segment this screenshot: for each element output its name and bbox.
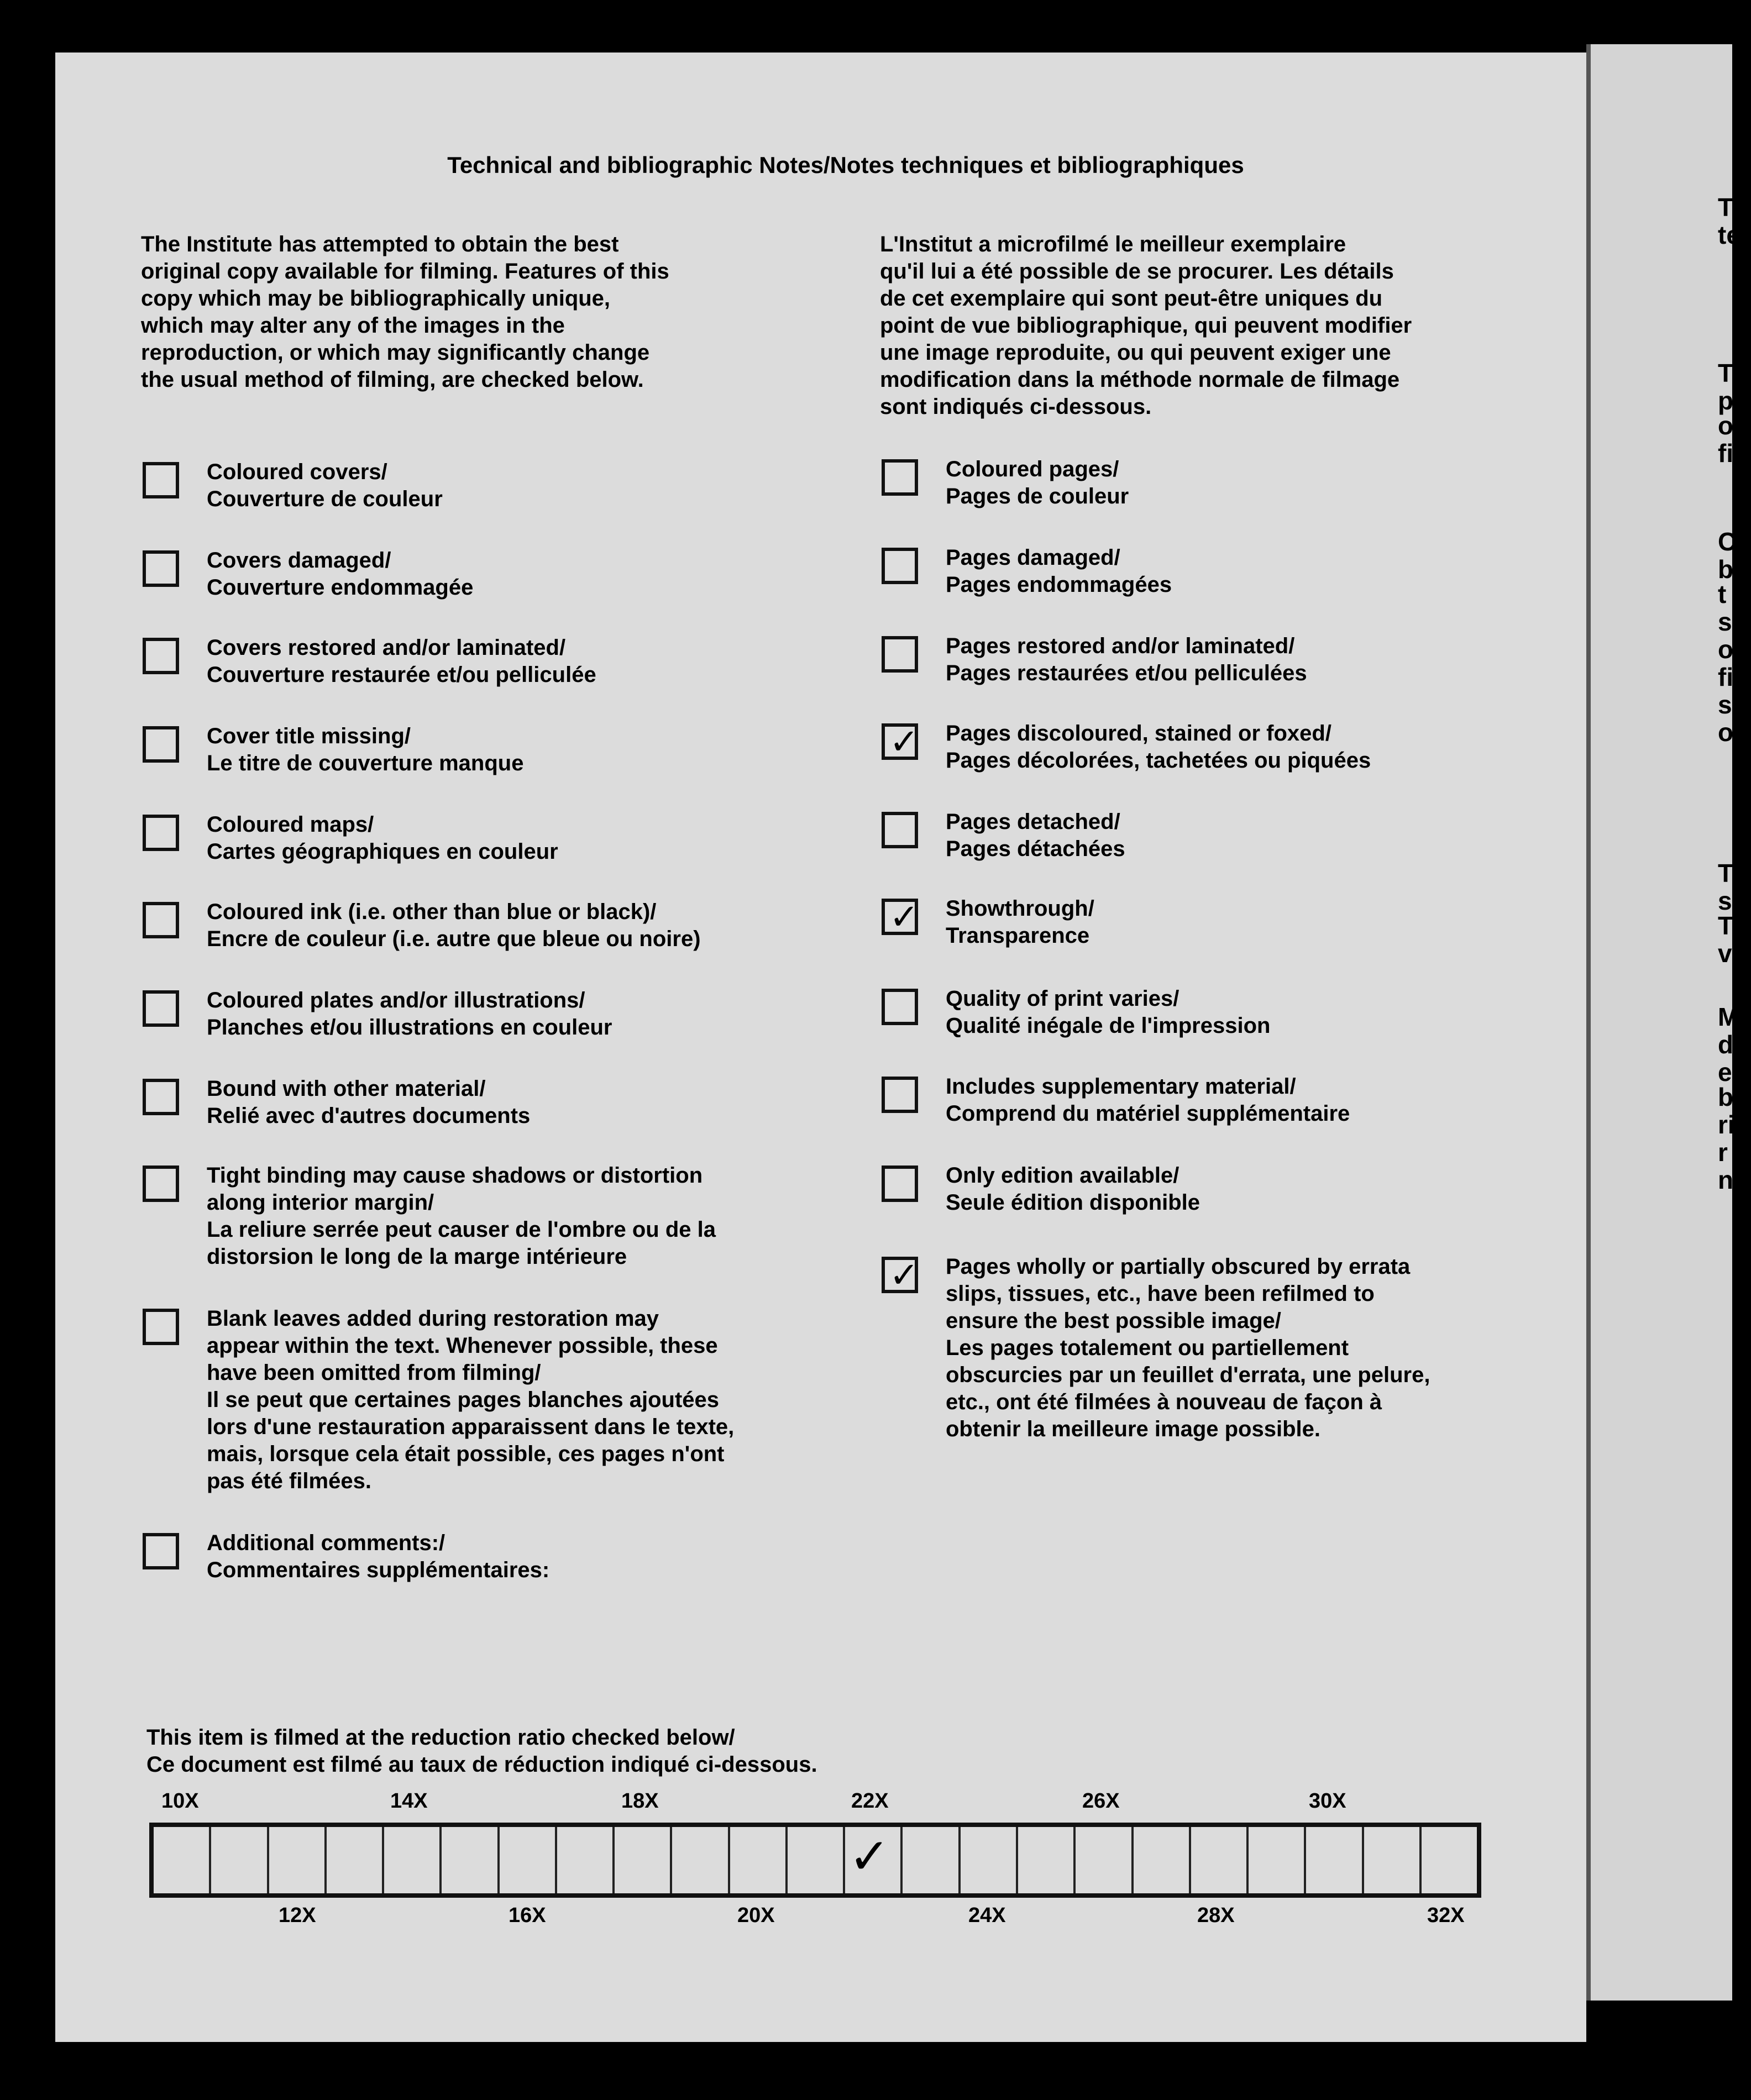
option-label-line: Relié avec d'autres documents <box>207 1104 531 1128</box>
option-label-line: Couverture restaurée et/ou pelliculée <box>207 663 596 687</box>
ratio_label-line: Ce document est filmé au taux de réduction indiqué ci-dessous. <box>146 1752 817 1777</box>
ratio-cell[interactable] <box>442 1827 499 1893</box>
intro_fr-line: modification dans la méthode normale de filmage <box>880 368 1400 392</box>
reduction-ratio-label <box>146 1724 817 1778</box>
option-label-line: Pages décolorées, tachetées ou piquées <box>946 748 1371 773</box>
option-label-line: Blank leaves added during restoration may <box>207 1306 659 1331</box>
option-label-line: Comprend du matériel supplémentaire <box>946 1101 1350 1126</box>
ratio-cell[interactable] <box>845 1827 903 1893</box>
option-checkbox[interactable] <box>143 1166 179 1202</box>
option-label-line: pas été filmées. <box>207 1469 371 1493</box>
check-mark-icon: ✓ <box>848 1829 890 1884</box>
option-label-line: distorsion le long de la marge intérieure <box>207 1245 627 1269</box>
ratio-cell[interactable] <box>500 1827 557 1893</box>
adjacent-page-fragment: n <box>1718 1166 1734 1194</box>
option-checkbox[interactable] <box>143 1533 179 1569</box>
option-checkbox[interactable] <box>143 990 179 1027</box>
option-label-line: Commentaires supplémentaires: <box>207 1558 550 1582</box>
option-checkbox[interactable] <box>882 548 918 584</box>
page-heading: Technical and bibliographic Notes/Notes techniques et bibliographiques <box>447 152 1244 178</box>
option-label-line: Tight binding may cause shadows or distortion <box>207 1163 703 1188</box>
option-label-line: Couverture de couleur <box>207 487 443 511</box>
adjacent-page-fragment: o <box>1718 411 1734 440</box>
intro_en-line: the usual method of filming, are checked below. <box>141 368 644 392</box>
reduction-ratio-grid <box>149 1823 1481 1898</box>
option-label <box>207 899 804 953</box>
option-label-line: Encre de couleur (i.e. autre que bleue ou noire) <box>207 927 701 951</box>
option-checkbox[interactable] <box>882 1077 918 1113</box>
option-label-line: ensure the best possible image/ <box>946 1309 1281 1333</box>
adjacent-page-fragment: b <box>1718 1083 1734 1111</box>
adjacent-page-edge <box>1586 44 1732 2001</box>
option-label-line: Pages restaurées et/ou pelliculées <box>946 661 1307 685</box>
intro_en-line: which may alter any of the images in the <box>141 313 565 338</box>
adjacent-page-fragment: te <box>1718 221 1740 249</box>
option-label-line: Le titre de couverture manque <box>207 751 524 775</box>
option-label-line: Coloured ink (i.e. other than blue or black)/ <box>207 900 657 924</box>
option-label-line: Coloured covers/ <box>207 460 387 484</box>
intro_fr-line: point de vue bibliographique, qui peuvent modifier <box>880 313 1412 338</box>
option-checkbox[interactable] <box>143 815 179 851</box>
check-mark-icon: ✓ <box>889 722 919 762</box>
option-label-line: Cartes géographiques en couleur <box>207 839 558 864</box>
ratio-cell[interactable] <box>327 1827 384 1893</box>
ratio-cell[interactable] <box>1018 1827 1076 1893</box>
ratio-cell[interactable] <box>557 1827 615 1893</box>
option-label-line: Showthrough/ <box>946 896 1094 921</box>
option-label <box>946 1073 1543 1127</box>
intro_en-line: The Institute has attempted to obtain the best <box>141 232 619 256</box>
intro-french <box>880 231 1412 421</box>
intro_fr-line: qu'il lui a été possible de se procurer. Les détails <box>880 259 1394 284</box>
option-checkbox[interactable] <box>882 636 918 673</box>
option-label-line: Additional comments:/ <box>207 1531 445 1555</box>
intro_fr-line: une image reproduite, ou qui peuvent exiger une <box>880 340 1391 365</box>
option-label-line: Bound with other material/ <box>207 1077 486 1101</box>
intro_en-line: copy which may be bibliographically unique, <box>141 286 611 311</box>
option-label <box>207 723 804 777</box>
option-label-line: Only edition available/ <box>946 1163 1179 1188</box>
option-label-line: Coloured maps/ <box>207 812 374 837</box>
option-label <box>946 985 1543 1040</box>
intro_fr-line: de cet exemplaire qui sont peut-être uniques du <box>880 286 1383 311</box>
option-label <box>946 895 1543 949</box>
option-label-line: lors d'une restauration apparaissent dans le texte, <box>207 1415 735 1439</box>
adjacent-page-fragment: d <box>1718 1030 1734 1059</box>
ratio-tick-label: 12X <box>279 1904 316 1927</box>
option-label-line: mais, lorsque cela était possible, ces pages n'ont <box>207 1442 725 1466</box>
option-label <box>207 1162 804 1271</box>
option-label-line: Includes supplementary material/ <box>946 1074 1296 1099</box>
option-checkbox[interactable] <box>882 1257 918 1293</box>
option-label <box>207 1305 804 1495</box>
option-label-line: La reliure serrée peut causer de l'ombre ou de la <box>207 1217 716 1242</box>
option-label-line: obtenir la meilleure image possible. <box>946 1417 1320 1441</box>
option-label <box>207 1075 804 1130</box>
option-label-line: Transparence <box>946 923 1090 948</box>
intro_fr-line: sont indiqués ci-dessous. <box>880 395 1152 419</box>
adjacent-page-fragment: C <box>1718 527 1737 556</box>
adjacent-page-fragment: fi <box>1718 663 1734 691</box>
option-label <box>207 459 804 513</box>
ratio-tick-label: 24X <box>968 1904 1006 1927</box>
ratio-tick-label: 20X <box>737 1904 775 1927</box>
option-label-line: Pages endommagées <box>946 573 1172 597</box>
ratio-cell[interactable] <box>730 1827 788 1893</box>
option-label <box>207 987 804 1041</box>
option-label-line: Les pages totalement ou partiellement <box>946 1336 1349 1360</box>
option-checkbox[interactable] <box>143 638 179 674</box>
ratio-tick-label: 18X <box>621 1789 659 1813</box>
ratio-cell[interactable] <box>1249 1827 1306 1893</box>
adjacent-page-fragment: e <box>1718 1058 1732 1086</box>
option-checkbox[interactable] <box>143 550 179 587</box>
option-label <box>207 811 804 865</box>
option-checkbox[interactable] <box>882 1166 918 1202</box>
option-label <box>946 456 1543 510</box>
option-label <box>946 544 1543 599</box>
ratio-tick-label: 32X <box>1427 1904 1465 1927</box>
ratio-tick-label: 16X <box>508 1904 546 1927</box>
adjacent-page-fragment: T <box>1718 193 1734 222</box>
ratio-cell[interactable] <box>672 1827 730 1893</box>
option-label-line: Coloured pages/ <box>946 457 1119 481</box>
adjacent-page-fragment: T <box>1718 359 1734 387</box>
ratio-cell[interactable] <box>961 1827 1018 1893</box>
adjacent-page-fragment: t <box>1718 580 1727 608</box>
adjacent-page-fragment: b <box>1718 555 1734 584</box>
ratio-cell[interactable] <box>1191 1827 1249 1893</box>
option-label <box>207 634 804 689</box>
ratio-tick-label: 30X <box>1309 1789 1346 1813</box>
option-label <box>946 1162 1543 1216</box>
ratio-cell[interactable] <box>788 1827 845 1893</box>
ratio-cell[interactable] <box>1364 1827 1422 1893</box>
option-label-line: Coloured plates and/or illustrations/ <box>207 988 585 1012</box>
option-checkbox[interactable] <box>143 462 179 498</box>
adjacent-page-fragment: v <box>1718 939 1732 968</box>
adjacent-page-fragment: r <box>1718 1138 1728 1167</box>
option-label-line: appear within the text. Whenever possible, these <box>207 1334 718 1358</box>
option-label-line: Seule édition disponible <box>946 1190 1200 1215</box>
adjacent-page-fragment: s <box>1718 690 1732 719</box>
option-label-line: Qualité inégale de l'impression <box>946 1014 1271 1038</box>
ratio-cell[interactable] <box>1306 1827 1364 1893</box>
adjacent-page-fragment: ri <box>1718 1110 1735 1139</box>
option-label <box>946 809 1543 863</box>
option-label-line: Covers restored and/or laminated/ <box>207 636 566 660</box>
option-label-line: have been omitted from filming/ <box>207 1361 541 1385</box>
option-label-line: Pages restored and/or laminated/ <box>946 634 1295 658</box>
option-label-line: etc., ont été filmées à nouveau de façon à <box>946 1390 1382 1414</box>
adjacent-page-fragment: o <box>1718 635 1734 664</box>
adjacent-page-fragment: M <box>1718 1002 1739 1031</box>
adjacent-page-fragment: o <box>1718 718 1734 747</box>
option-label <box>946 720 1543 774</box>
option-label-line: Pages wholly or partially obscured by errata <box>946 1254 1411 1279</box>
ratio-cell[interactable] <box>1422 1827 1477 1893</box>
option-label-line: obscurcies par un feuillet d'errata, une pelure, <box>946 1363 1430 1387</box>
option-checkbox[interactable] <box>143 1079 179 1115</box>
ratio-tick-label: 26X <box>1082 1789 1120 1813</box>
option-label-line: Pages détachées <box>946 837 1125 861</box>
option-label <box>946 1253 1543 1443</box>
ratio-cell[interactable] <box>1134 1827 1191 1893</box>
ratio-cell[interactable] <box>1076 1827 1133 1893</box>
check-mark-icon: ✓ <box>889 897 919 937</box>
ratio-cell[interactable] <box>384 1827 442 1893</box>
ratio-cell[interactable] <box>154 1827 211 1893</box>
adjacent-page-fragment: s <box>1718 607 1732 636</box>
ratio-tick-label: 22X <box>851 1789 889 1813</box>
option-label-line: Covers damaged/ <box>207 548 391 573</box>
ratio-cell[interactable] <box>903 1827 960 1893</box>
adjacent-page-fragment: T <box>1718 911 1734 940</box>
intro_en-line: original copy available for filming. Features of this <box>141 259 669 284</box>
option-label <box>207 547 804 601</box>
ratio-cell[interactable] <box>269 1827 327 1893</box>
option-label <box>207 1530 804 1584</box>
intro-english <box>141 231 669 393</box>
ratio-tick-label: 28X <box>1197 1904 1235 1927</box>
adjacent-page-fragment: p <box>1718 386 1734 415</box>
option-label-line: Pages detached/ <box>946 810 1120 834</box>
option-label-line: along interior margin/ <box>207 1190 434 1215</box>
adjacent-page-fragment: T <box>1718 859 1734 888</box>
option-checkbox[interactable] <box>882 899 918 935</box>
option-label-line: Pages discoloured, stained or foxed/ <box>946 721 1331 746</box>
option-label-line: Pages de couleur <box>946 484 1129 508</box>
option-label-line: Il se peut que certaines pages blanches ajoutées <box>207 1388 720 1412</box>
option-checkbox[interactable] <box>143 726 179 763</box>
option-label-line: Quality of print varies/ <box>946 986 1179 1011</box>
page-gutter <box>1586 44 1591 2001</box>
ratio-cell[interactable] <box>615 1827 672 1893</box>
option-checkbox[interactable] <box>143 902 179 938</box>
option-label-line: Pages damaged/ <box>946 545 1120 570</box>
option-label-line: Couverture endommagée <box>207 575 474 600</box>
ratio-tick-label: 14X <box>390 1789 428 1813</box>
ratio-tick-label: 10X <box>161 1789 199 1813</box>
check-mark-icon: ✓ <box>889 1255 919 1295</box>
option-label <box>946 633 1543 687</box>
adjacent-page-fragment: fi <box>1718 439 1734 468</box>
option-checkbox[interactable] <box>882 723 918 760</box>
intro_en-line: reproduction, or which may significantly change <box>141 340 650 365</box>
ratio-cell[interactable] <box>211 1827 269 1893</box>
option-label-line: Cover title missing/ <box>207 724 411 748</box>
option-label-line: slips, tissues, etc., have been refilmed to <box>946 1282 1375 1306</box>
option-checkbox[interactable] <box>143 1309 179 1345</box>
intro_fr-line: L'Institut a microfilmé le meilleur exemplaire <box>880 232 1346 256</box>
option-checkbox[interactable] <box>882 989 918 1025</box>
option-checkbox[interactable] <box>882 459 918 496</box>
ratio_label-line: This item is filmed at the reduction ratio checked below/ <box>146 1725 735 1750</box>
option-checkbox[interactable] <box>882 812 918 848</box>
option-label-line: Planches et/ou illustrations en couleur <box>207 1015 612 1040</box>
adjacent-page-fragment: s <box>1718 886 1732 915</box>
